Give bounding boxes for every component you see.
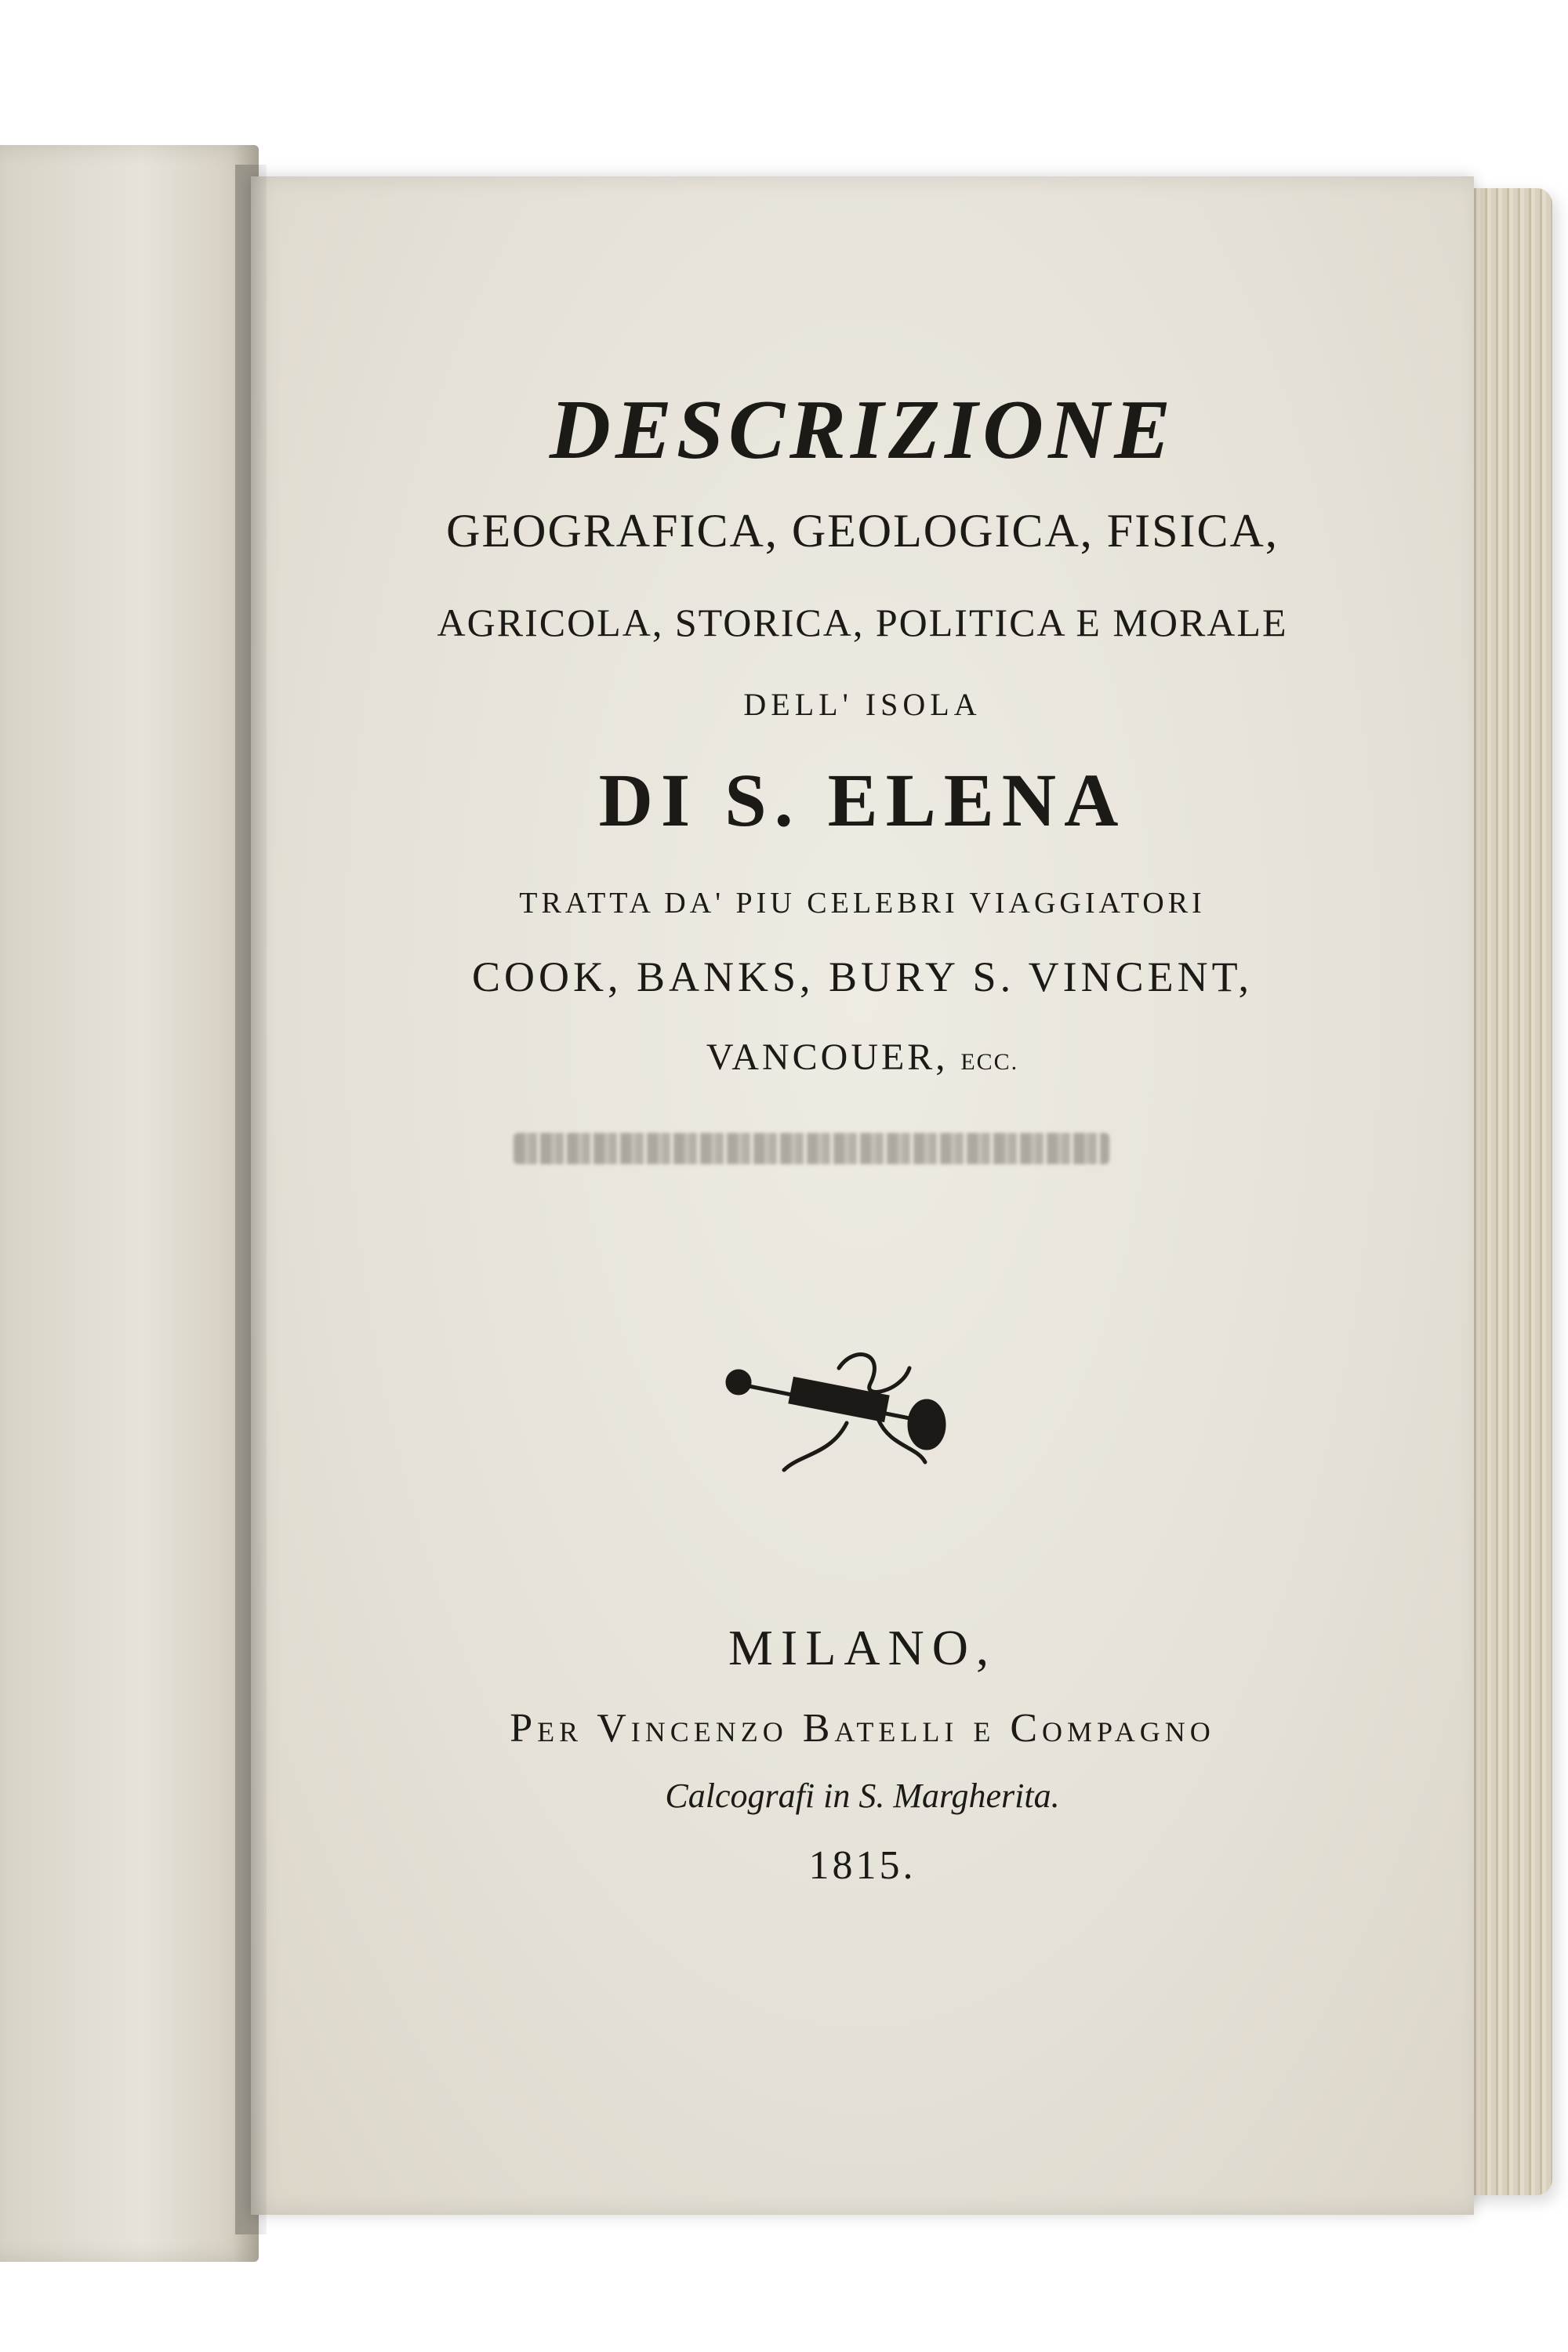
title-page — [251, 176, 1474, 2215]
book-gutter — [235, 165, 267, 2234]
travellers-line-2 — [251, 1036, 1474, 1079]
imprint-address: Calcografi in S. Margherita. — [665, 1777, 1060, 1815]
subtitle-line-3: DELL' ISOLA — [743, 687, 982, 722]
imprint-publisher: Per Vincenzo Batelli e Compagno — [510, 1706, 1215, 1751]
traveller-vancouer: VANCOUER, — [706, 1036, 949, 1078]
subtitle-line-1: GEOGRAFICA, GEOLOGICA, FISICA, — [446, 505, 1279, 557]
island-name: DI S. ELENA — [598, 758, 1127, 842]
imprint-place: MILANO, — [728, 1620, 996, 1675]
subtitle-line-2: AGRICOLA, STORICA, POLITICA E MORALE — [437, 601, 1288, 644]
etc-abbreviation: ECC. — [960, 1049, 1019, 1075]
travellers-line: COOK, BANKS, BURY S. VINCENT, — [471, 953, 1254, 1000]
book-title: DESCRIZIONE — [549, 383, 1176, 477]
left-page — [0, 145, 259, 2262]
printers-ornament-icon — [721, 1337, 956, 1478]
imprint-year: 1815. — [808, 1843, 916, 1888]
source-line: TRATTA DA' PIU CELEBRI VIAGGIATORI — [519, 887, 1206, 920]
struck-out-line — [514, 1133, 1109, 1164]
